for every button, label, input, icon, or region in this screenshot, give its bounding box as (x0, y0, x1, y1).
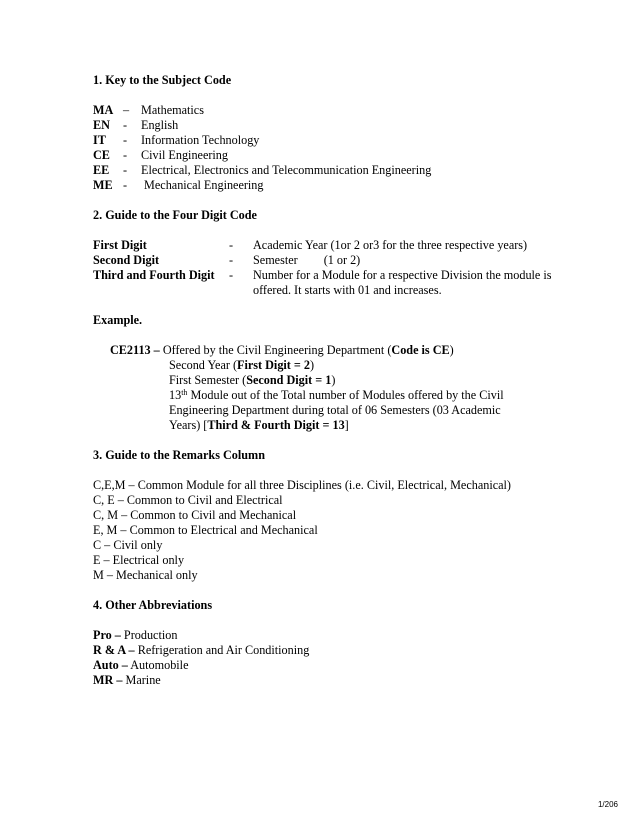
code-key: MA (93, 103, 114, 117)
section2-heading: 2. Guide to the Four Digit Code (93, 208, 257, 222)
code-dash: – (123, 103, 130, 117)
subject-code-row (93, 133, 613, 148)
example-text: Module out of the Total number of Modules offered by the Civil (187, 388, 504, 402)
abbreviation-text: Automobile (127, 658, 189, 672)
abbreviation-key: R & A – (93, 643, 135, 657)
example-bold: Second Digit = 1 (246, 373, 332, 387)
code-value: Information Technology (141, 133, 260, 147)
abbreviation-item (93, 658, 613, 673)
digit-dash: - (229, 268, 234, 282)
abbreviation-text: Marine (122, 673, 161, 687)
digit-dash: - (229, 253, 234, 267)
code-dash: - (123, 163, 128, 177)
abbreviation-item (93, 673, 613, 688)
subject-code-row (93, 118, 613, 133)
abbreviation-key: MR – (93, 673, 123, 687)
example-line (93, 388, 613, 403)
section3-heading: 3. Guide to the Remarks Column (93, 448, 265, 462)
digit-guide (93, 238, 613, 298)
code-key: EE (93, 163, 110, 177)
code-value: Electrical, Electronics and Telecommunication Engineering (141, 163, 432, 177)
example-text: Second Year ( (169, 358, 238, 372)
code-value: English (141, 118, 179, 132)
remarks-item: C – Civil only (93, 538, 163, 552)
remarks-item: C, M – Common to Civil and Mechanical (93, 508, 297, 522)
digit-label: Third and Fourth Digit (93, 268, 215, 282)
code-value: Mathematics (141, 103, 204, 117)
remarks-item: M – Mechanical only (93, 568, 198, 582)
subject-code-row (93, 148, 613, 163)
code-key: ME (93, 178, 113, 192)
code-value: Mechanical Engineering (141, 178, 264, 192)
code-key: CE (93, 148, 110, 162)
digit-label: Second Digit (93, 253, 160, 267)
example-text: Engineering Department during total of 06 Semesters (03 Academic (169, 403, 501, 417)
page-number: 1/206 (597, 800, 618, 809)
example-heading: Example. (93, 313, 143, 327)
abbreviation-text: Refrigeration and Air Conditioning (134, 643, 310, 657)
digit-value-wrap (253, 253, 553, 268)
section4-heading: 4. Other Abbreviations (93, 598, 213, 612)
example-text: Offered by the Civil Engineering Department ( (159, 343, 392, 357)
digit-value: Semester (253, 253, 298, 267)
example-line (93, 358, 613, 373)
example-text: ) (310, 358, 315, 372)
example-line (93, 403, 613, 418)
digit-guide-row (93, 253, 613, 268)
abbreviation-key: Pro – (93, 628, 121, 642)
abbreviation-list (93, 628, 613, 688)
remarks-item: C,E,M – Common Module for all three Disciplines (i.e. Civil, Electrical, Mechanical) (93, 478, 511, 492)
document-page (93, 73, 613, 688)
code-dash: - (123, 148, 128, 162)
code-value: Civil Engineering (141, 148, 228, 162)
abbreviation-key: Auto – (93, 658, 128, 672)
digit-dash: - (229, 238, 234, 252)
example-block (93, 343, 613, 433)
example-text: ) (449, 343, 454, 357)
remarks-item: E – Electrical only (93, 553, 185, 567)
digit-value-extra: (1 or 2) (323, 253, 361, 267)
example-bold: Third & Fourth Digit = 13 (207, 418, 345, 432)
example-bold: First Digit = 2 (237, 358, 310, 372)
example-text: ] (344, 418, 349, 432)
example-text: First Semester ( (169, 373, 247, 387)
abbreviation-item (93, 643, 613, 658)
ordinal-suffix: th (181, 388, 188, 397)
subject-code-row (93, 178, 613, 193)
digit-value: Academic Year (1or 2 or3 for the three respective years) (253, 238, 528, 252)
remarks-item: E, M – Common to Electrical and Mechanical (93, 523, 318, 537)
abbreviation-item (93, 628, 613, 643)
code-dash: - (123, 133, 128, 147)
digit-guide-row (93, 238, 613, 253)
example-line (93, 373, 613, 388)
subject-code-row (93, 163, 613, 178)
digit-label: First Digit (93, 238, 147, 252)
example-text: ) (331, 373, 336, 387)
example-line (93, 343, 613, 358)
subject-code-list (93, 103, 613, 193)
code-dash: - (123, 118, 128, 132)
example-text: Years) [ (169, 418, 208, 432)
example-bold: Code is CE (391, 343, 450, 357)
section1-heading: 1. Key to the Subject Code (93, 73, 232, 87)
digit-guide-row (93, 268, 613, 298)
digit-value: Number for a Module for a respective Division the module is offered. It starts with 01 and increases. (253, 268, 552, 297)
code-key: IT (93, 133, 106, 147)
example-code: CE2113 – (110, 343, 160, 357)
subject-code-row (93, 103, 613, 118)
example-line (93, 418, 613, 433)
remarks-item: C, E – Common to Civil and Electrical (93, 493, 283, 507)
abbreviation-text: Production (120, 628, 178, 642)
example-text: 13 (169, 388, 182, 402)
code-key: EN (93, 118, 110, 132)
remarks-list (93, 478, 613, 583)
code-dash: - (123, 178, 128, 192)
